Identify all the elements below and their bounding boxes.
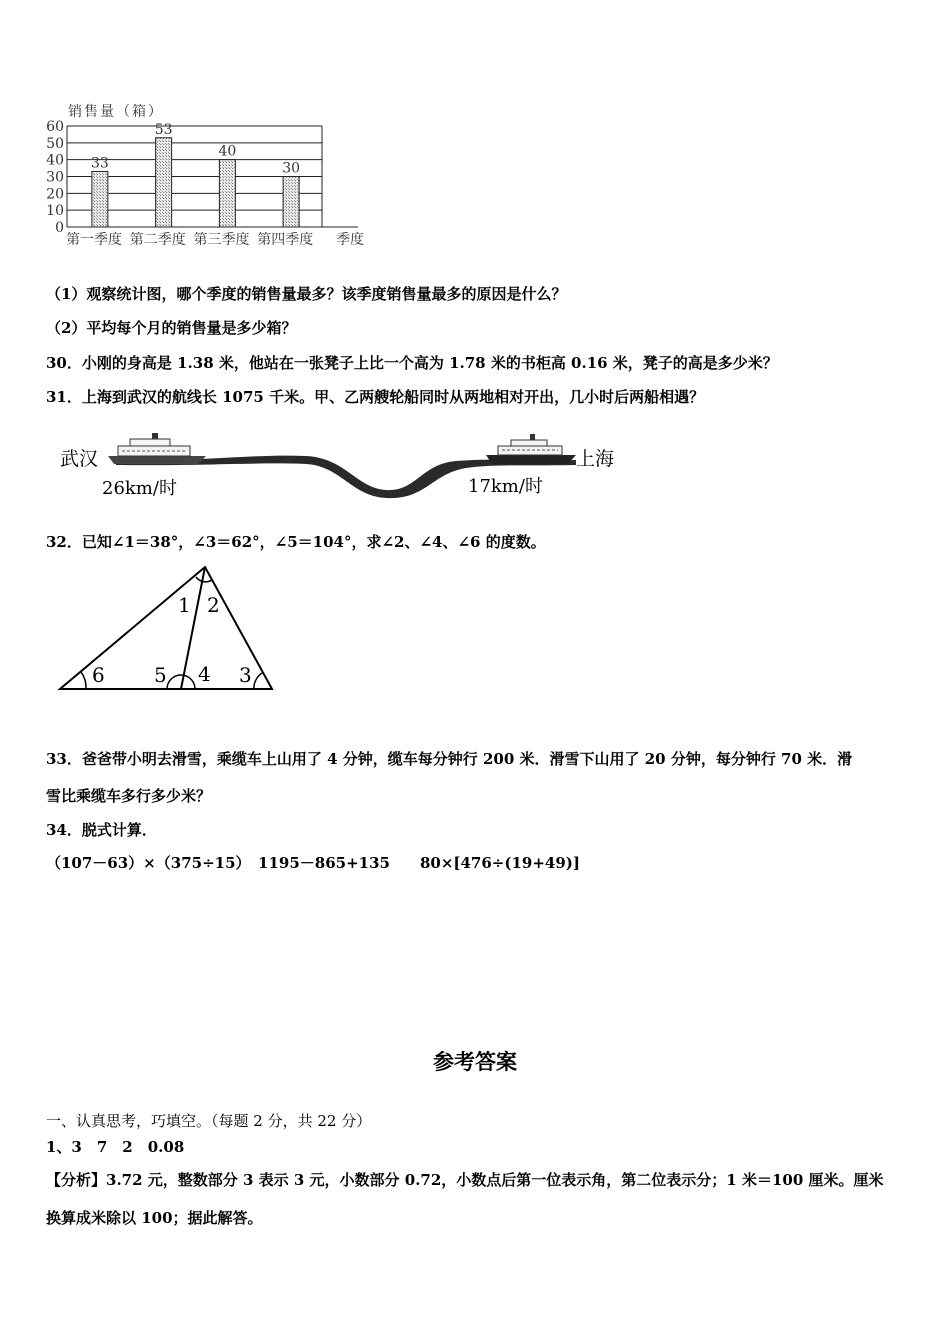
question-29-2: （2）平均每个月的销售量是多少箱？	[46, 319, 297, 337]
bar-4	[283, 177, 299, 228]
question-34-expressions: （107－63）×（375÷15） 1195－865+135 80×[476÷(19+49)]	[46, 854, 580, 872]
left-speed: 26km/时	[102, 478, 177, 499]
chart-bars	[91, 122, 300, 227]
y-tick-label: 20	[46, 186, 64, 203]
x-tick-label: 第一季度	[66, 232, 122, 248]
x-tick-label: 第三季度	[193, 232, 250, 248]
bar-value-label: 30	[282, 160, 301, 177]
angle-label-1: 1	[178, 593, 191, 617]
y-tick-label: 40	[46, 152, 64, 169]
bar-2	[156, 138, 172, 227]
analysis-line-2: 换算成米除以 100；据此解答。	[46, 1209, 263, 1227]
bar-3	[219, 160, 235, 227]
question-34: 34．脱式计算．	[46, 821, 157, 839]
x-tick-label: 第二季度	[129, 232, 186, 248]
y-tick-label: 10	[46, 203, 64, 220]
left-ship-icon	[108, 433, 206, 464]
question-33-line1: 33．爸爸带小明去滑雪，乘缆车上山用了 4 分钟，缆车每分钟行 200 米．滑雪下山用了 20 分钟，每分钟行 70 米．滑	[46, 750, 853, 768]
triangle-figure	[50, 560, 290, 700]
y-tick-label: 60	[46, 119, 64, 135]
question-32: 32．已知∠1＝38°，∠3＝62°，∠5＝104°，求∠2、∠4、∠6 的度数。	[46, 533, 546, 551]
analysis-text-1: 3.72 元，整数部分 3 表示 3 元，小数部分 0.72，小数点后第一位表示角，第二位表示分；1 米＝100 厘米。厘米	[106, 1171, 884, 1189]
angle-label-6: 6	[92, 663, 105, 687]
answers-title: 参考答案	[433, 1050, 517, 1074]
x-tick-label: 第四季度	[257, 232, 314, 248]
analysis-tag: 【分析】	[46, 1171, 107, 1189]
bar-value-label: 53	[154, 121, 173, 138]
chart-xticks	[66, 231, 313, 248]
answer-1: 1、3 7 2 0.08	[46, 1138, 185, 1156]
chart-xlabel: 季度	[336, 232, 364, 248]
question-30: 30．小刚的身高是 1.38 米，他站在一张凳子上比一个高为 1.78 米的书柜高 0.16 米，凳子的高是多少米？	[46, 354, 778, 372]
city-shanghai: 上海	[576, 448, 615, 470]
answers-section-1: 一、认真思考，巧填空。（每题 2 分，共 22 分）	[46, 1112, 372, 1130]
y-tick-label: 0	[55, 220, 64, 236]
chart-grid	[67, 126, 358, 227]
sales-bar-chart	[40, 96, 380, 254]
city-wuhan: 武汉	[60, 448, 99, 470]
angle-label-5: 5	[154, 663, 167, 687]
bar-value-label: 33	[90, 155, 109, 172]
bar-1	[92, 171, 108, 227]
right-ship-icon	[486, 434, 576, 464]
question-33-line2: 雪比乘缆车多行多少米？	[46, 787, 212, 805]
angle-label-4: 4	[198, 662, 211, 686]
angle-label-3: 3	[239, 663, 252, 687]
question-31: 31．上海到武汉的航线长 1075 千米。甲、乙两艘轮船同时从两地相对开出，几小时后两船相遇？	[46, 388, 705, 406]
question-29-1: （1）观察统计图，哪个季度的销售量最多？该季度销售量最多的原因是什么？	[46, 285, 567, 303]
angle-label-2: 2	[207, 593, 220, 617]
chart-yticks	[46, 119, 64, 236]
chart-ylabel: 销售量（箱）	[68, 104, 164, 120]
y-tick-label: 30	[46, 169, 64, 186]
right-speed: 17km/时	[468, 476, 543, 497]
ships-figure	[56, 428, 636, 508]
y-tick-label: 50	[46, 135, 64, 152]
analysis-line-1	[46, 1170, 884, 1190]
bar-value-label: 40	[218, 143, 237, 160]
